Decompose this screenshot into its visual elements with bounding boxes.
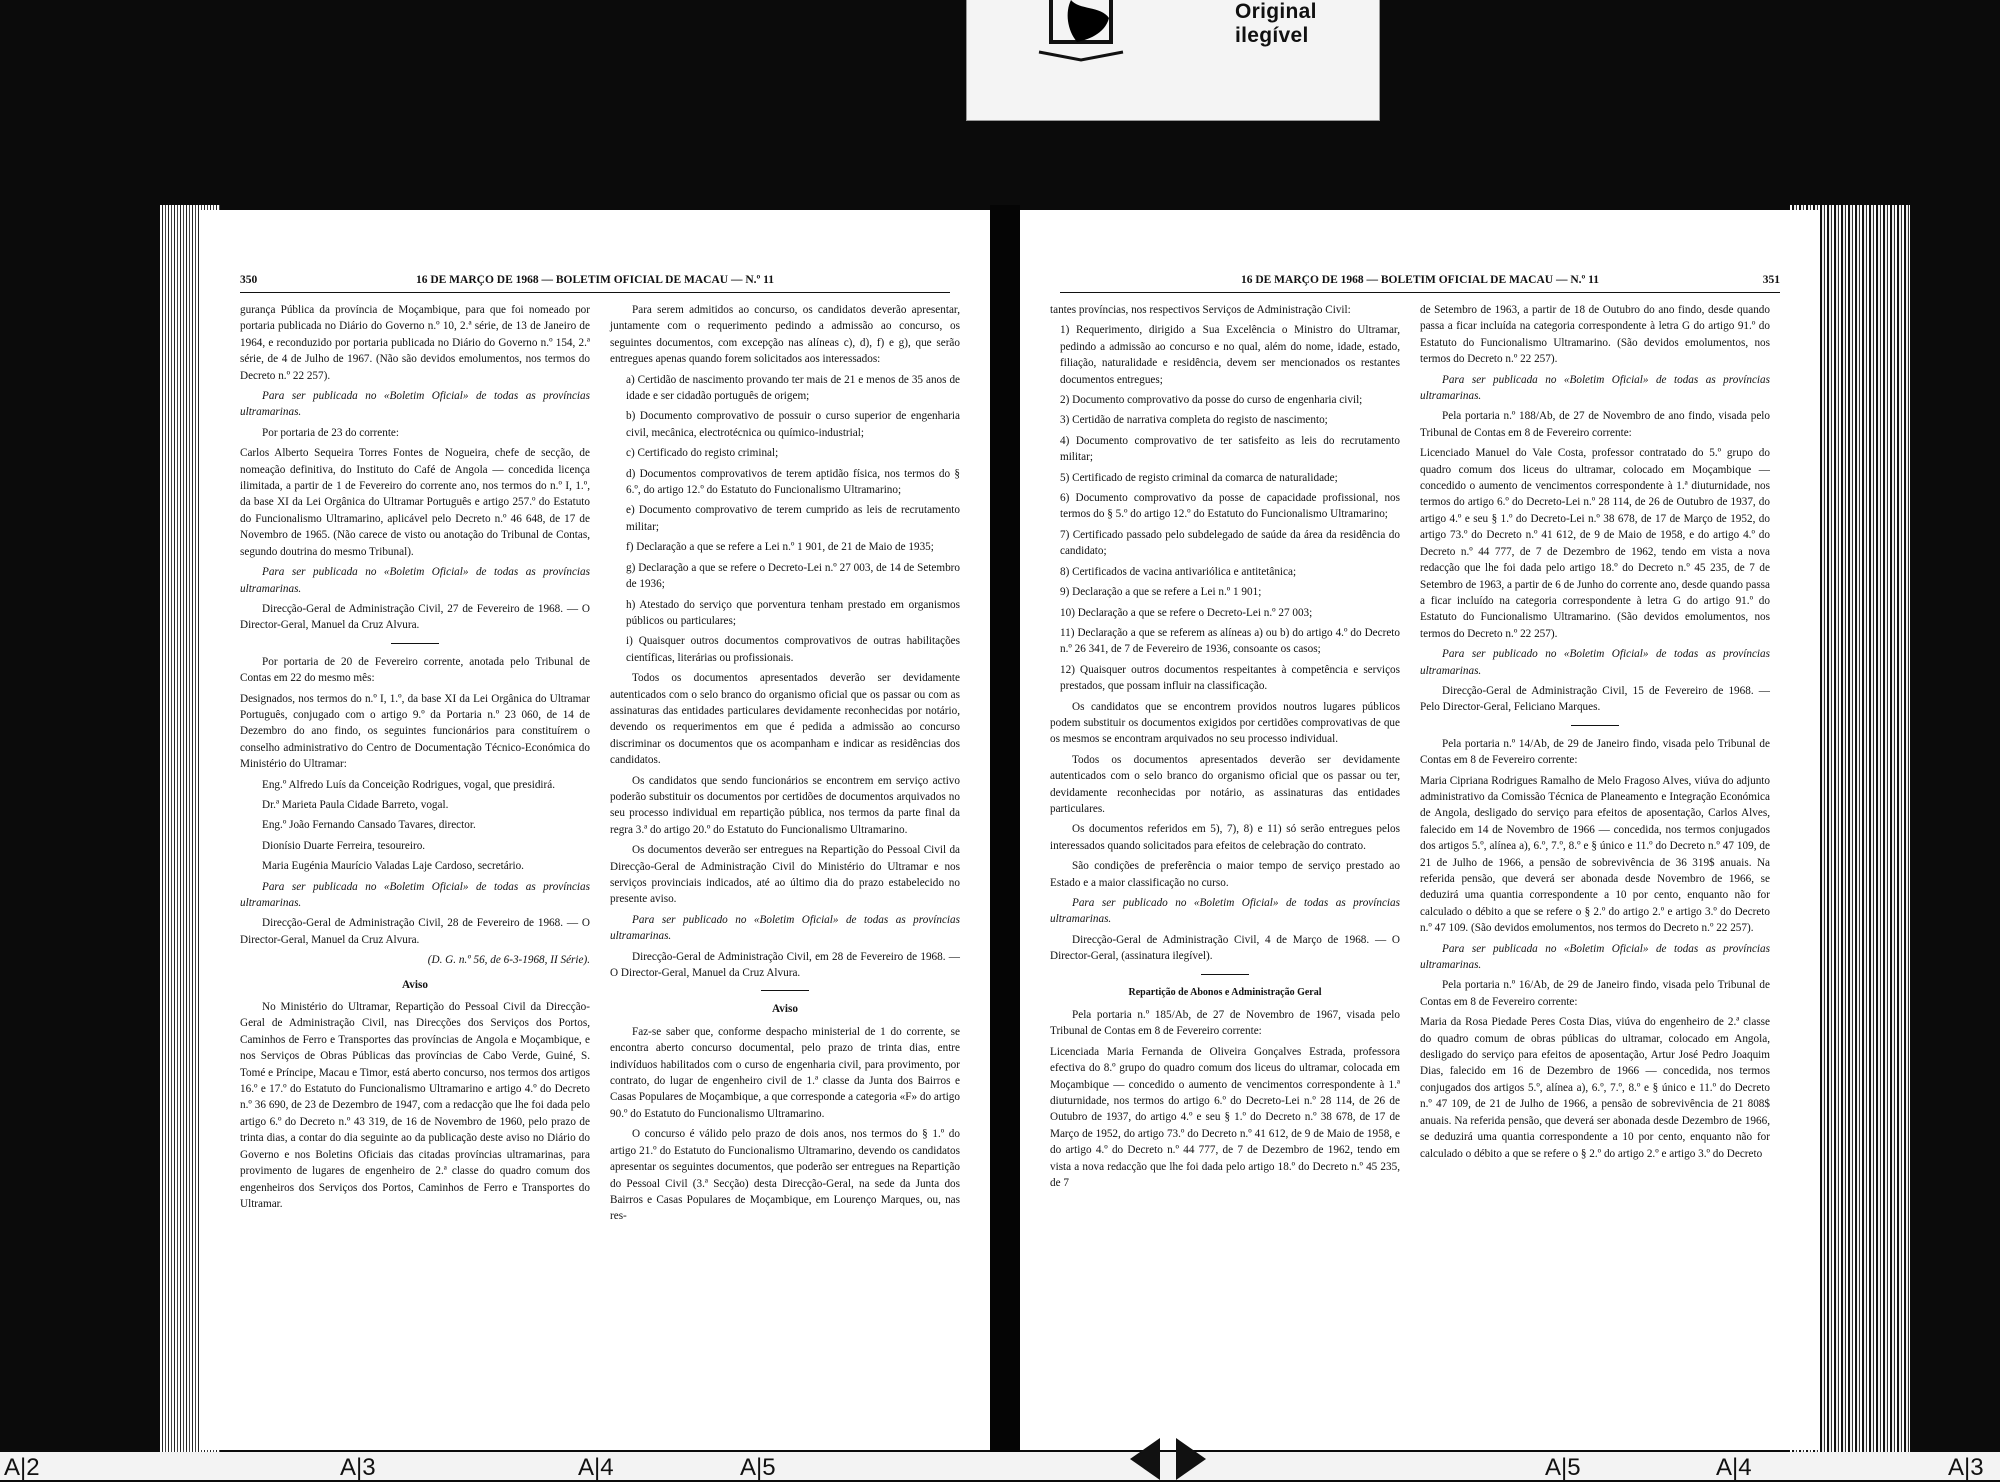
list-item: Maria Eugénia Maurício Valadas Laje Cardoso, secretário. bbox=[262, 860, 524, 873]
publication-note: Para ser publicada no «Boletim Oficial» de todas as províncias ultramarinas. bbox=[1420, 942, 1770, 972]
paragraph: Designados, nos termos do n.º I, 1.º, da base XI da Lei Orgânica do Ultramar Português, conjugado com o artigo 9.º da Portaria n.º 23 060, de 14 de Dezembro do ano findo, os seguintes funcionários para constituírem o conselho administrativo do Centro de Documentação Técnico-Económica do Ministério do Ultramar: bbox=[240, 692, 590, 771]
right-page-number: 351 bbox=[1762, 274, 1780, 286]
illegible-original-stamp bbox=[966, 0, 1380, 121]
paragraph: No Ministério do Ultramar, Repartição do Pessoal Civil da Direcção-Geral de Administração Civil, nas Direcções dos Serviços dos Portos, Caminhos de Ferro e Transportes das províncias de Angola e Moçambique, e nos Serviços de Obras Públicas das províncias de Cabo Verde, Guiné, S. Tomé e Príncipe, Macau e Timor, está aberto concurso, nos termos dos artigos 16.º e 17.º do Estatuto do Funcionalismo Ultramarino e artigo 4.º do Decreto n.º 36 690, de 23 de Dezembro de 1947, com a redacção que lhe foi dada pelo artigo 6.º do Decreto n.º 43 319, de 16 de Novembro de 1960, pelo prazo de trinta dias, a contar do dia seguinte ao da publicação deste aviso no Diário do Governo e nos Boletins Oficiais das citadas províncias ultramarinas, para provimento de lugares de engenheiro de 2.ª classe do quadro comum dos engenheiros dos Serviços dos Portos, Caminhos de Ferro e Transportes do Ultramar. bbox=[240, 1001, 590, 1210]
paragraph: Os candidatos que sendo funcionários se encontrem em serviço activo poderão substituir os documentos por certidões de documentos arquivados no seu processo individual em repartição pública, nos termos da parte final da regra 3.ª do artigo 20.º do Estatuto do Funcionalismo Ultramarino. bbox=[610, 774, 960, 836]
source-reference: (D. G. n.º 56, de 6-3-1968, II Série). bbox=[427, 954, 590, 967]
left-running-header bbox=[240, 270, 950, 293]
section-heading-aviso: Aviso bbox=[402, 978, 428, 991]
list-item: g) Declaração a que se refere o Decreto-Lei n.º 27 003, de 14 de Setembro de 1936; bbox=[626, 561, 960, 591]
signature-line: Direcção-Geral de Administração Civil, 15 de Fevereiro de 1968. — Pelo Director-Geral, Feliciano Marques. bbox=[1420, 684, 1770, 714]
paragraph: Por portaria de 23 do corrente: bbox=[262, 426, 399, 439]
right-column-1 bbox=[1050, 302, 1400, 1196]
list-item: 8) Certificados de vacina antivariólica e antitetânica; bbox=[1060, 565, 1297, 578]
list-item: a) Certidão de nascimento provando ter mais de 21 e menos de 35 anos de idade e ser cidadão português de origem; bbox=[626, 373, 960, 403]
right-running-header bbox=[1060, 270, 1780, 293]
list-item: f) Declaração a que se refere a Lei n.º 1 901, de 21 de Maio de 1935; bbox=[626, 541, 934, 554]
paragraph: Carlos Alberto Sequeira Torres Fontes de Nogueira, chefe de secção, de nomeação definitiva, do Instituto do Café de Angola — concedida licença ilimitada, a partir de 1 de Fevereiro do corrente ano, nos termos do n.º I, 1.º, da base XI da Lei Orgânica do Ultramar Português e artigo 257.º do Estatuto do Funcionalismo Ultramarino, aplicável pelo Decreto n.º 46 648, de 17 de Novembro de 1965. (Não carece de visto ou anotação do Tribunal de Contas, segundo doutrina do mesmo Tribunal). bbox=[240, 447, 590, 558]
list-item: e) Documento comprovativo de terem cumprido as leis de recrutamento militar; bbox=[626, 504, 960, 533]
paragraph: Todos os documentos apresentados deverão ser devidamente autenticados com o selo branco do organismo oficial que os passar ou com as assinaturas das entidades particulares devidamente reconhecidas por notário, devendo os requerimentos em que é pedida a admissão ao concurso discriminar os documentos que os acompanham e indicar as residências dos candidatos. bbox=[610, 672, 960, 767]
paragraph: São condições de preferência o maior tempo de serviço prestado ao Estado e a maior classificação no curso. bbox=[1050, 860, 1400, 889]
paragraph: Pela portaria n.º 14/Ab, de 29 de Janeiro findo, visada pelo Tribunal de Contas em 8 de Fevereiro corrente: bbox=[1420, 737, 1770, 767]
right-header-title: 16 DE MARÇO DE 1968 — BOLETIM OFICIAL DE MACAU — N.º 11 bbox=[1240, 274, 1600, 286]
list-item: Eng.º Alfredo Luís da Conceição Rodrigues, vogal, que presidirá. bbox=[262, 778, 556, 791]
paragraph: Para serem admitidos ao concurso, os candidatos deverão apresentar, juntamente com o requerimento pedindo a admissão ao concurso, os seguintes documentos, com excepção nas alíneas c), d), f) e g), que serão entregues apenas quando forem solicitados aos interessados: bbox=[610, 304, 960, 366]
list-item: 7) Certificado passado pelo subdelegado de saúde da área da residência do candidato; bbox=[1060, 528, 1400, 558]
film-arrow-right-icon bbox=[1176, 1438, 1206, 1480]
paragraph: O concurso é válido pelo prazo de dois anos, nos termos do § 1.º do artigo 21.º do Estatuto do Funcionalismo Ultramarino, devendo os candidatos apresentar os seguintes documentos, que poderão ser entregues na Repartição do Pessoal Civil (3.ª Secção) desta Direcção-Geral, na sede da Junta dos Bairros e Casas Populares de Moçambique, em Lourenço Marques, ou, nas res- bbox=[610, 1128, 960, 1223]
list-item: 2) Documento comprovativo da posse do curso de engenharia civil; bbox=[1060, 394, 1363, 407]
paragraph: Os documentos referidos em 5), 7), 8) e 11) só serão entregues pelos interessados quando solicitados para efeitos de celebração do contrato. bbox=[1050, 823, 1400, 852]
paragraph: de Setembro de 1963, a partir de 18 de Outubro do ano findo, desde quando passa a ficar incluída na categoria correspondente à letra G do artigo 91.º do Estatuto do Funcionalismo Ultramarino. (São devidos emolumentos, nos termos do Decreto n.º 22 257). bbox=[1420, 304, 1770, 366]
left-page-number: 350 bbox=[240, 274, 258, 286]
paragraph: Maria da Rosa Piedade Peres Costa Dias, viúva do engenheiro de 2.ª classe do quadro comum de obras públicas do ultramar, colocado em Angola, desligado do serviço para efeitos de aposentação, Artur José Pedro Joaquim Dias, falecido em 16 de Dezembro de 1966 — concedida, nos termos conjugados dos artigos 5.º, alínea a), 6.º, 7.º, 8.º e § único e 11.º do Decreto n.º 47 109, de 21 de Julho de 1966, a pensão de sobrevivência de 21 808$ anuais. Na referida pensão, que deverá ser abonada desde Dezembro de 1966, se deduzirá uma quantia correspondente a 10 por cento, enquanto não for calculado o débito a que se refere o § 2.º do artigo 2.º e artigo 3.º do Decreto bbox=[1420, 1016, 1770, 1160]
film-marker: A|2 bbox=[4, 1454, 40, 1481]
list-item: Dionísio Duarte Ferreira, tesoureiro. bbox=[262, 839, 426, 852]
list-item: 6) Documento comprovativo da posse de capacidade profissional, nos termos do § 5.º do artigo 12.º do Estatuto do Funcionalismo Ultramarino; bbox=[1060, 492, 1400, 521]
separator-rule bbox=[1571, 725, 1619, 726]
list-item: b) Documento comprovativo de possuir o curso superior de engenharia civil, mecânica, electrotécnica ou químico-industrial; bbox=[626, 410, 960, 439]
paragraph: Faz-se saber que, conforme despacho ministerial de 1 do corrente, se encontra aberto concurso documental, pelo prazo de trinta dias, entre indivíduos habilitados com o curso de engenharia civil, para provimento, por contrato, do lugar de engenheiro civil de 1.ª classe da Junta dos Bairros e Casas Populares de Moçambique, a que corresponde a categoria «F» do artigo 90.º do Estatuto do Funcionalismo Ultramarino. bbox=[610, 1025, 960, 1120]
paragraph: Licenciada Maria Fernanda de Oliveira Gonçalves Estrada, professora efectiva do 8.º grupo do quadro comum dos liceus do ultramar, colocada em Moçambique — concedido o aumento de vencimentos correspondente à 1.ª diuturnidade, nos termos do artigo 6.º do Decreto-Lei n.º 28 114, de 26 de Outubro de 1937, do artigo 4.º e seu § 1.º do Decreto n.º 38 678, de 17 de Março de 1952, do artigo 73.º do Decreto n.º 41 612, de 9 de Maio de 1958, e do artigo 4.º do Decreto n.º 44 777, de 7 de Dezembro de 1962, tendo em vista a nova redacção que lhe foi dada pelo artigo 18.º do Decreto n.º 45 235, de 7 bbox=[1050, 1045, 1400, 1190]
separator-rule bbox=[761, 990, 809, 991]
list-item: 3) Certidão de narrativa completa do registo de nascimento; bbox=[1060, 414, 1328, 427]
signature-line: Direcção-Geral de Administração Civil, 28 de Fevereiro de 1968. — O Director-Geral, Manuel da Cruz Alvura. bbox=[240, 917, 590, 946]
publication-note: Para ser publicado no «Boletim Oficial» de todas as províncias ultramarinas. bbox=[1050, 897, 1400, 926]
paragraph: tantes províncias, nos respectivos Serviços de Administração Civil: bbox=[1050, 304, 1351, 316]
publication-note: Para ser publicada no «Boletim Oficial» de todas as províncias ultramarinas. bbox=[240, 390, 590, 419]
list-item: 4) Documento comprovativo de ter satisfeito as leis do recrutamento militar; bbox=[1060, 434, 1400, 464]
list-item: Dr.ª Marieta Paula Cidade Barreto, vogal. bbox=[262, 798, 449, 811]
section-heading-aviso-2: Aviso bbox=[772, 1003, 798, 1016]
list-item: i) Quaisquer outros documentos comprovativos de outras habilitações científicas, literárias ou profissionais. bbox=[626, 635, 960, 664]
list-item: 9) Declaração a que se refere a Lei n.º 1 901; bbox=[1060, 586, 1262, 599]
stamp-label: Original ilegível bbox=[1235, 0, 1317, 47]
right-page bbox=[1020, 210, 1820, 1450]
film-marker: A|5 bbox=[1545, 1454, 1581, 1481]
left-column-1 bbox=[240, 302, 590, 1216]
publication-note: Para ser publicada no «Boletim Oficial» de todas as províncias ultramarinas. bbox=[240, 566, 590, 595]
list-item: h) Atestado do serviço que porventura tenham prestado em organismos públicos ou particulares; bbox=[626, 598, 960, 627]
list-item: 5) Certificado de registo criminal da comarca de naturalidade; bbox=[1060, 471, 1338, 484]
section-heading-abonos: Repartição de Abonos e Administração Geral bbox=[1128, 986, 1322, 998]
left-column-2 bbox=[610, 302, 960, 1229]
documents-list bbox=[1050, 322, 1400, 694]
left-page bbox=[200, 210, 990, 1450]
publication-note: Para ser publicada no «Boletim Oficial» de todas as províncias ultramarinas. bbox=[240, 880, 590, 909]
signature-line: Direcção-Geral de Administração Civil, 4 de Março de 1968. — O Director-Geral, (assinatura ilegível). bbox=[1050, 933, 1400, 963]
paragraph: Todos os documentos apresentados deverão ser devidamente autenticados com o selo branco do organismo oficial que os passar ou ter, devidamente reconhecidas por notário, as assinaturas das entidades particulares. bbox=[1050, 753, 1400, 815]
publication-note: Para ser publicado no «Boletim Oficial» de todas as províncias ultramarinas. bbox=[1420, 648, 1770, 677]
separator-rule bbox=[1201, 974, 1249, 975]
paragraph: Por portaria de 20 de Fevereiro corrente, anotada pelo Tribunal de Contas em 22 do mesmo mês: bbox=[240, 655, 590, 685]
list-item: 11) Declaração a que se referem as alíneas a) ou b) do artigo 4.º do Decreto n.º 26 341, de 7 de Fevereiro de 1936, consoante os casos; bbox=[1060, 626, 1400, 656]
paragraph: Licenciado Manuel do Vale Costa, professor contratado do 5.º grupo do quadro comum dos liceus do ultramar, colocado em Moçambique — concedido o aumento de vencimentos correspondente à 1.ª diuturnidade, nos termos do artigo 6.º do Decreto-Lei n.º 28 114, de 26 de Outubro de 1937, do artigo 4.º e seu § 1.º do Decreto-Lei n.º 38 678, de 17 de Março de 1952, do artigo 73.º do Decreto n.º 41 612, de 9 de Maio de 1958, e do artigo 4.º do Decreto n.º 44 777, de 7 de Dezembro de 1962, tendo em vista a nova redacção que lhe foi dada pelo artigo 18.º do Decreto n.º 45 235, de 7 de Setembro de 1963, a partir de 6 de Junho do corrente ano, desde quando passa a ficar incluído na categoria correspondente à letra G do artigo 91.º do Estatuto do Funcionalismo Ultramarino. (São devidos emolumentos, nos termos do Decreto n.º 22 257). bbox=[1420, 447, 1770, 640]
right-column-2 bbox=[1420, 302, 1770, 1166]
signature-line: Direcção-Geral de Administração Civil, 27 de Fevereiro de 1968. — O Director-Geral, Manuel da Cruz Alvura. bbox=[240, 602, 590, 632]
paragraph: Os documentos deverão ser entregues na Repartição do Pessoal Civil da Direcção-Geral de Administração Civil do Ministério do Ultramar e nos serviços provinciais indicados, até ao último dia do prazo estabelecido no presente aviso. bbox=[610, 844, 960, 906]
list-item: Eng.º João Fernando Cansado Tavares, director. bbox=[262, 819, 476, 832]
book-emblem-icon bbox=[1009, 0, 1159, 72]
list-item: 10) Declaração a que se refere o Decreto-Lei n.º 27 003; bbox=[1060, 606, 1313, 619]
book-gutter bbox=[990, 205, 1020, 1455]
film-arrow-left-icon bbox=[1130, 1438, 1160, 1480]
paragraph: gurança Pública da província de Moçambique, para que foi nomeado por portaria publicada no Diário do Governo n.º 10, 2.ª série, de 13 de Janeiro de 1964, e reconduzido por portaria publicada no Diário do Governo n.º 154, 2.ª série, de 4 de Julho de 1967. (Não são devidos emolumentos, nos termos do Decreto n.º 22 257). bbox=[240, 304, 590, 382]
microfilm-strip bbox=[0, 1452, 2000, 1480]
publication-note: Para ser publicada no «Boletim Oficial» de todas as províncias ultramarinas. bbox=[1420, 373, 1770, 403]
paragraph: Maria Cipriana Rodrigues Ramalho de Melo Fragoso Alves, viúva do adjunto administrativo da Comissão Técnica de Planeamento e Integração Económica de Angola, desligado do serviço para efeitos de aposentação, Carlos Alves, falecido em 14 de Novembro de 1966 — concedida, nos termos conjugados dos artigos 5.º, alínea a), 6.º, 7.º, 8.º e § único e 11.º do Decreto n.º 47 109, de 21 de Julho de 1966, a pensão de sobrevivência de 36 319$ anuais. Na referida pensão, que deverá ser abonada desde Novembro de 1966, se deduzirá uma quantia correspondente a 10 por cento, enquanto não for calculado o débito a que se refere o § 2.º do artigo 2.º e artigo 3.º do Decreto n.º 47 109. (São devidos emolumentos, nos termos do Decreto n.º 22 257). bbox=[1420, 774, 1770, 935]
publication-note: Para ser publicado no «Boletim Oficial» de todas as províncias ultramarinas. bbox=[610, 913, 960, 943]
separator-rule bbox=[391, 643, 439, 644]
film-marker: A|4 bbox=[578, 1454, 614, 1481]
paragraph: Pela portaria n.º 16/Ab, de 29 de Janeiro findo, visada pelo Tribunal de Contas em 8 de Fevereiro corrente: bbox=[1420, 979, 1770, 1008]
film-marker: A|4 bbox=[1716, 1454, 1752, 1481]
film-marker: A|5 bbox=[740, 1454, 776, 1481]
list-item: d) Documentos comprovativos de terem aptidão física, nos termos do § 6.º, do artigo 12.º do Estatuto do Funcionalismo Ultramarino; bbox=[626, 467, 960, 497]
list-item: 12) Quaisquer outros documentos respeitantes à competência e serviços prestados, que possam influir na classificação. bbox=[1060, 663, 1400, 693]
signature-line: Direcção-Geral de Administração Civil, em 28 de Fevereiro de 1968. — O Director-Geral, Manuel da Cruz Alvura. bbox=[610, 950, 960, 980]
film-marker: A|3 bbox=[1948, 1454, 1984, 1481]
list-item: c) Certificado do registo criminal; bbox=[626, 447, 779, 460]
requirements-list bbox=[610, 372, 960, 667]
paragraph: Pela portaria n.º 185/Ab, de 27 de Novembro de 1967, visada pelo Tribunal de Contas em 8 de Fevereiro corrente: bbox=[1050, 1009, 1400, 1038]
list-item: 1) Requerimento, dirigido a Sua Excelência o Ministro do Ultramar, pedindo a admissão ao concurso e no qual, além do nome, idade, estado, filiação, naturalidade e residência, devem ser mencionados os restantes documentos entregues; bbox=[1060, 324, 1400, 386]
left-header-title: 16 DE MARÇO DE 1968 — BOLETIM OFICIAL DE MACAU — N.º 11 bbox=[415, 274, 775, 286]
paragraph: Pela portaria n.º 188/Ab, de 27 de Novembro de ano findo, visada pelo Tribunal de Contas em 8 de Fevereiro corrente: bbox=[1420, 410, 1770, 439]
film-marker: A|3 bbox=[340, 1454, 376, 1481]
paragraph: Os candidatos que se encontrem providos noutros lugares públicos podem substituir os documentos exigidos por certidões comprovativas de que os mesmos se encontram arquivados no seu processo individual. bbox=[1050, 700, 1400, 746]
